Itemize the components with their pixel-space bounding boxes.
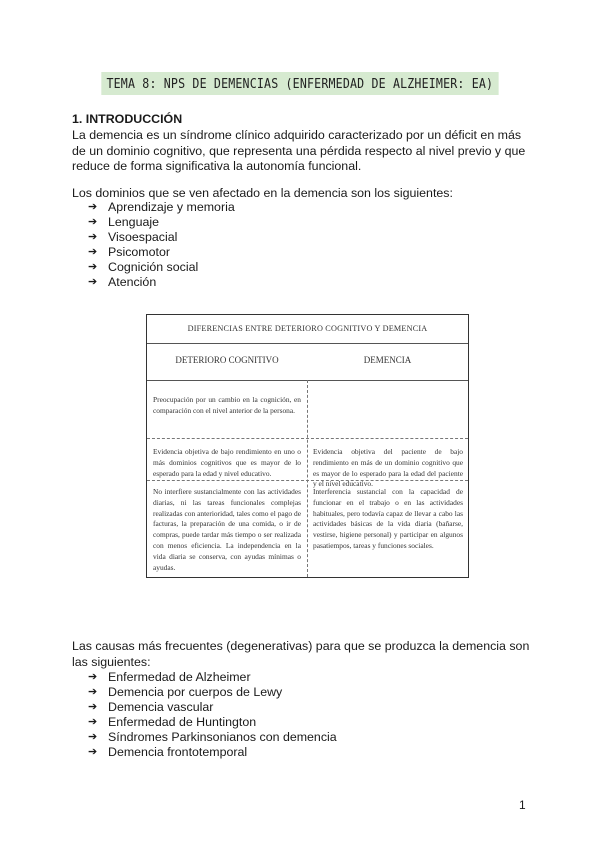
table-header-demencia: DEMENCIA: [363, 355, 412, 365]
arrow-icon: ➔: [88, 261, 98, 273]
list-item: ➔ Cognición social: [88, 260, 199, 274]
arrow-icon: ➔: [88, 201, 98, 213]
comparison-table: [146, 314, 469, 578]
table-cell: Preocupación por un cambio en la cognición, en comparación con el nivel anterior de la persona.: [153, 395, 301, 415]
list-item: ➔ Aprendizaje y memoria: [88, 200, 235, 214]
section-heading: 1. INTRODUCCIÓN: [72, 112, 183, 126]
causes-list: [88, 670, 337, 760]
table-cell: Evidencia objetiva del paciente de bajo rendimiento en más de un dominio cognitivo que es mayor de lo esperado para la edad del paciente y el nivel educativo.: [313, 447, 463, 489]
list-item: ➔ Demencia vascular: [88, 700, 214, 714]
table-header-deterioro: DETERIORO COGNITIVO: [175, 355, 279, 365]
list-item: ➔ Lenguaje: [88, 215, 159, 229]
arrow-icon: ➔: [88, 276, 98, 288]
table-cell: Interferencia sustancial con la capacidad de funcionar en el trabajo o en las actividades habituales, pero todavía capaz de llevar a cabo las actividades básicas de la vida diaria (bañarse, vestirse, higiene personal) y participar en algunos pasatiempos, tareas y funciones sociales.: [313, 487, 463, 550]
table-cell: No interfiere sustancialmente con las actividades diarias, ni las tareas funcionales complejas realizadas con anterioridad, tales como el pago de facturas, la preparación de una comida, o ir de compras, puede tardar más tiempo o ser realizada con menos eficiencia. La independencia en la vida diaria se conserva, con ayudas mínimas o ayudas.: [153, 487, 301, 572]
list-item: ➔ Enfermedad de Huntington: [88, 715, 257, 729]
domains-intro: Los dominios que se ven afectado en la demencia son los siguientes:: [72, 186, 453, 200]
page-number: 1: [519, 798, 526, 812]
list-item: ➔ Psicomotor: [88, 245, 170, 259]
list-item: ➔ Demencia frontotemporal: [88, 745, 248, 759]
domains-list: [88, 200, 235, 290]
table-title: DIFERENCIAS ENTRE DETERIORO COGNITIVO Y DEMENCIA: [187, 324, 428, 333]
arrow-icon: ➔: [88, 671, 98, 683]
arrow-icon: ➔: [88, 246, 98, 258]
table-row-divider: [147, 438, 468, 439]
table-row-divider: [147, 480, 468, 481]
title-container: [0, 72, 600, 95]
list-item: ➔ Enfermedad de Alzheimer: [88, 670, 251, 684]
arrow-icon: ➔: [88, 746, 98, 758]
list-item: ➔ Demencia por cuerpos de Lewy: [88, 685, 283, 699]
table-column-divider: [307, 380, 308, 577]
table-divider: [147, 343, 468, 344]
arrow-icon: ➔: [88, 231, 98, 243]
causes-intro: Las causas más frecuentes (degenerativas) para que se produzca la demencia son las siguientes:: [72, 639, 530, 669]
table-cell: Evidencia objetiva de bajo rendimiento en uno o más dominios cognitivos que es mayor de lo esperado para la edad y nivel educativo.: [153, 447, 301, 478]
list-item: ➔ Atención: [88, 275, 157, 289]
arrow-icon: ➔: [88, 716, 98, 728]
arrow-icon: ➔: [88, 686, 98, 698]
arrow-icon: ➔: [88, 701, 98, 713]
arrow-icon: ➔: [88, 216, 98, 228]
intro-paragraph: La demencia es un síndrome clínico adquirido caracterizado por un déficit en más de un dominio cognitivo, que representa una pérdida respecto al nivel previo y que reduce de forma significativa la autonomía funcional.: [72, 128, 526, 173]
page-title: TEMA 8: NPS DE DEMENCIAS (ENFERMEDAD DE ALZHEIMER: EA): [101, 72, 498, 95]
arrow-icon: ➔: [88, 731, 98, 743]
list-item: ➔ Visoespacial: [88, 230, 178, 244]
list-item: ➔ Síndromes Parkinsonianos con demencia: [88, 730, 337, 744]
